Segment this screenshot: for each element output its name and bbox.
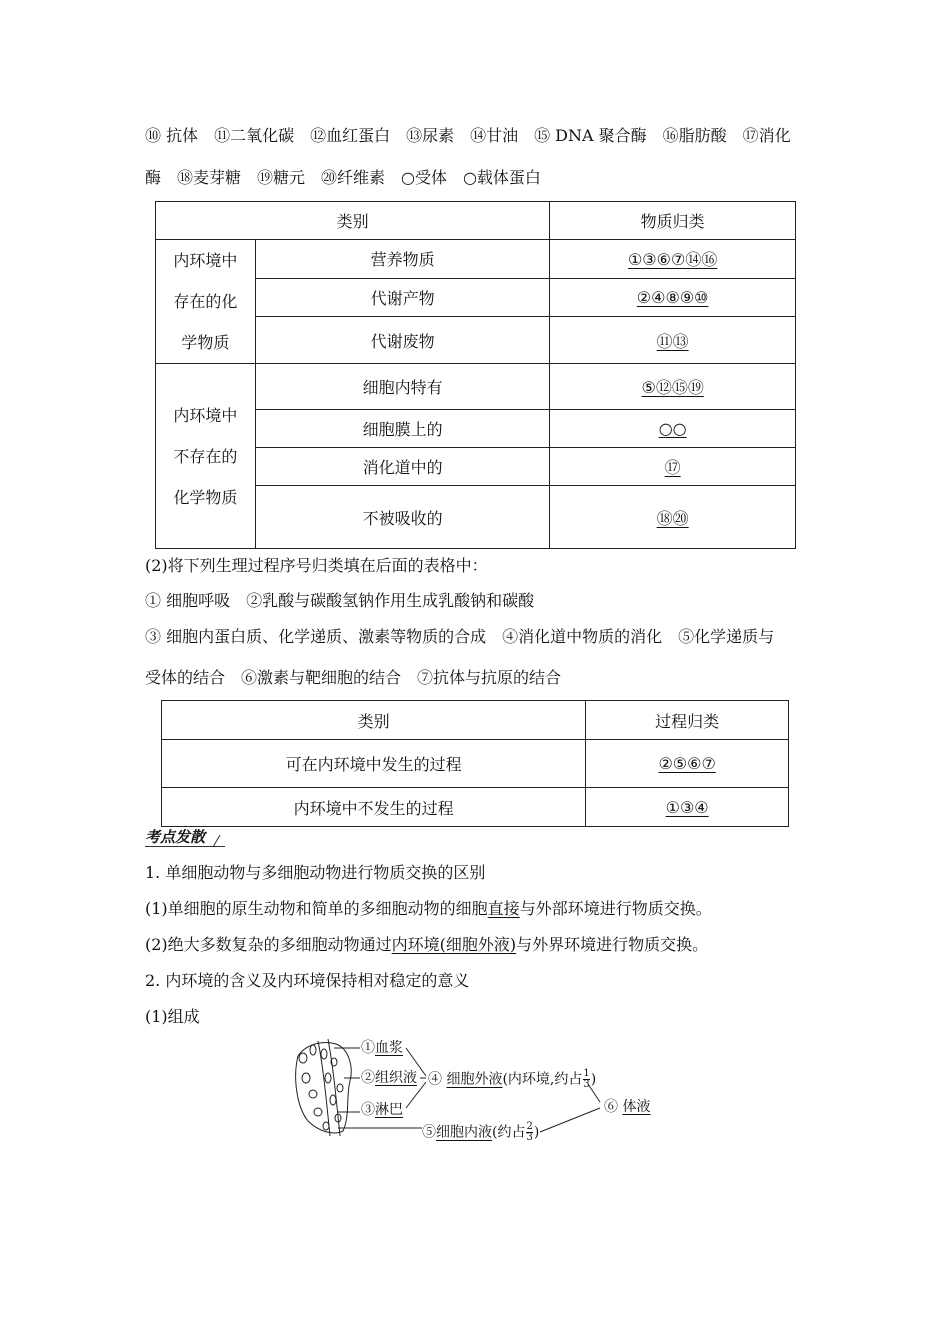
part2-line-3: 受体的结合 ⑥激素与靶细胞的结合 ⑦抗体与抗原的结合 <box>145 668 562 687</box>
lymph-answer: 淋巴 <box>375 1102 403 1118</box>
table-header-row <box>156 202 796 240</box>
item-1-b-pre: (2)绝大多数复杂的多细胞动物通过 <box>145 935 392 954</box>
intro-line-2: 酶 ⑱麦芽糖 ⑲糖元 ⑳纤维素 ○受体 ○载体蛋白 <box>145 168 541 187</box>
item-1-b <box>145 934 708 956</box>
label-body-fluid <box>604 1098 650 1116</box>
header-category: 类别 <box>162 701 586 740</box>
num-4: ④ <box>428 1071 442 1088</box>
item-1-b-post: 与外界环境进行物质交换。 <box>516 935 709 954</box>
item-1-a <box>145 898 712 920</box>
num-2: ② <box>361 1070 375 1086</box>
frac-num: 2 <box>526 1121 533 1132</box>
label-extracellular-fluid <box>428 1069 596 1090</box>
table-row <box>162 788 789 827</box>
item-1-b-answer: 内环境(细胞外液) <box>391 935 517 954</box>
tissue-fluid-answer: 组织液 <box>375 1070 417 1086</box>
section-badge: 考点发散 <box>145 828 206 846</box>
fraction-one-third <box>583 1069 589 1090</box>
header-result: 过程归类 <box>586 701 789 740</box>
row-label: 细胞内特有 <box>255 364 549 410</box>
item-1-a-post: 与外部环境进行物质交换。 <box>519 899 712 918</box>
table-row <box>156 240 796 279</box>
frac-den: 3 <box>526 1132 533 1143</box>
part2-line-2: ③ 细胞内蛋白质、化学递质、激素等物质的合成 ④消化道中物质的消化 ⑤化学递质与 <box>145 627 775 646</box>
row-label: 细胞膜上的 <box>255 410 549 448</box>
table-row <box>156 364 796 410</box>
table-row <box>162 740 789 788</box>
label-lymph <box>361 1101 403 1119</box>
label-intracellular-fluid <box>422 1122 539 1143</box>
row-answer: ⑪⑬ <box>656 331 689 351</box>
row-answer: ○○ <box>658 419 687 438</box>
row-label: 可在内环境中发生的过程 <box>162 740 586 788</box>
row-answer: ⑤⑫⑮⑲ <box>641 378 704 397</box>
table-header-row <box>162 701 789 740</box>
label-tissue-fluid <box>361 1069 417 1087</box>
row-answer: ②⑤⑥⑦ <box>658 754 716 773</box>
item-1-a-answer: 直接 <box>487 899 520 918</box>
frac-den: 3 <box>583 1079 590 1090</box>
intro-line-1: ⑩ 抗体 ⑪二氧化碳 ⑫血红蛋白 ⑬尿素 ⑭甘油 ⑮ DNA 聚合酶 ⑯脂肪酸 ⑰消化 <box>145 126 791 145</box>
part2-intro: (2)将下列生理过程序号归类填在后面的表格中： <box>145 556 488 575</box>
row-answer: ①③④ <box>665 797 709 817</box>
close-paren: ) <box>590 1071 597 1088</box>
header-result: 物质归类 <box>550 202 796 240</box>
num-6: ⑥ <box>604 1099 618 1115</box>
extracellular-note: (内环境,约占 <box>502 1071 583 1088</box>
num-1: ① <box>361 1040 375 1056</box>
plasma-answer: 血浆 <box>375 1040 403 1056</box>
substance-classification-table <box>155 201 796 549</box>
row-answer: ①③⑥⑦⑭⑯ <box>627 250 718 270</box>
item-2-heading: 2. 内环境的含义及内环境保持相对稳定的意义 <box>145 971 470 990</box>
item-1-a-pre: (1)单细胞的原生动物和简单的多细胞动物的细胞 <box>145 899 488 918</box>
fraction-two-thirds <box>526 1122 532 1143</box>
num-5: ⑤ <box>422 1124 436 1141</box>
group-in-cell: 内环境中存在的化学物质 <box>156 240 256 364</box>
row-label: 营养物质 <box>255 240 549 279</box>
label-plasma <box>361 1039 403 1057</box>
row-answer: ②④⑧⑨⑩ <box>636 287 709 307</box>
body-fluid-answer: 体液 <box>622 1099 651 1115</box>
frac-num: 1 <box>583 1068 590 1079</box>
row-answer: ⑱⑳ <box>656 508 689 528</box>
row-label: 代谢废物 <box>255 317 549 364</box>
group-out-cell: 内环境中不存在的化学物质 <box>156 364 256 549</box>
header-category: 类别 <box>156 202 550 240</box>
row-answer: ⑰ <box>664 458 681 477</box>
row-label: 内环境中不发生的过程 <box>162 788 586 827</box>
extracellular-answer: 细胞外液 <box>446 1071 503 1088</box>
intracellular-answer: 细胞内液 <box>436 1124 492 1141</box>
item-1-heading: 1. 单细胞动物与多细胞动物进行物质交换的区别 <box>145 863 486 882</box>
close-paren: ) <box>533 1124 540 1141</box>
row-label: 代谢产物 <box>255 278 549 317</box>
item-2-a: (1)组成 <box>145 1007 200 1026</box>
part2-line-1: ① 细胞呼吸 ②乳酸与碳酸氢钠作用生成乳酸钠和碳酸 <box>145 591 535 610</box>
intracellular-note: (约占 <box>492 1124 526 1141</box>
process-classification-table <box>161 700 789 827</box>
num-3: ③ <box>361 1102 375 1118</box>
row-label: 不被吸收的 <box>255 486 549 549</box>
row-label: 消化道中的 <box>255 448 549 486</box>
body-fluid-diagram <box>288 1036 668 1146</box>
